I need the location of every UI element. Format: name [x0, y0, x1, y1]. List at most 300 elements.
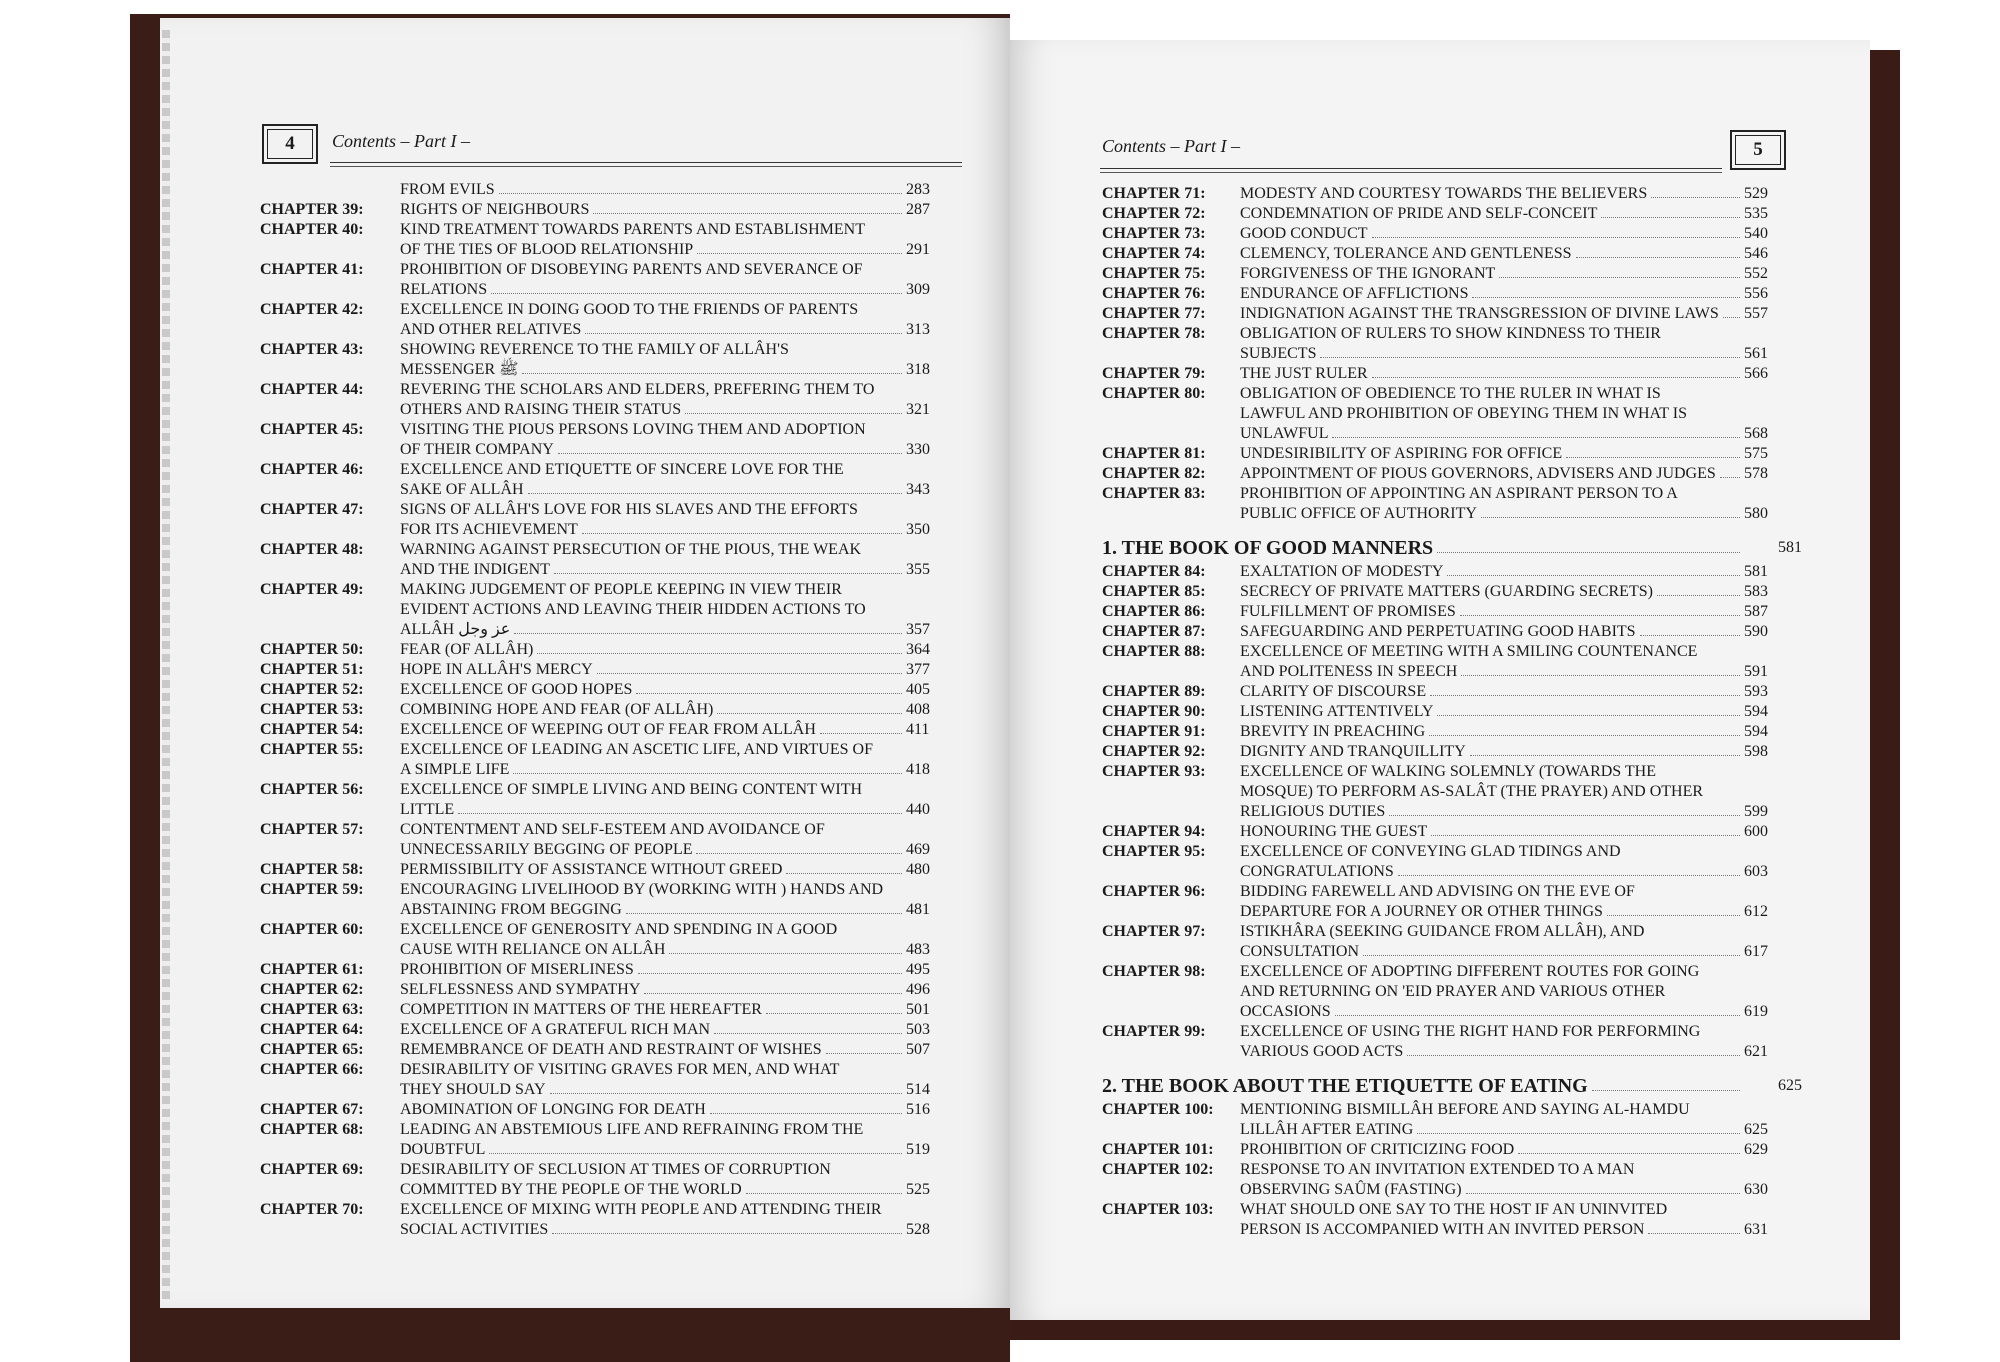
chapter-title-line: EXCELLENCE OF MIXING WITH PEOPLE AND ATTENDING THEIR — [400, 1201, 882, 1218]
page-ref-number: 617 — [1744, 943, 1768, 960]
page-ref — [906, 660, 962, 680]
page-ref-number: 291 — [906, 241, 930, 258]
dot-leader — [1320, 344, 1740, 358]
chapter-label: CHAPTER 42: — [260, 301, 364, 318]
dot-leader — [552, 1220, 902, 1234]
dot-leader — [1372, 364, 1740, 378]
chapter-title-line: SIGNS OF ALLÂH'S LOVE FOR HIS SLAVES AND THE EFFORTS — [400, 501, 858, 518]
dot-leader — [717, 700, 902, 714]
toc-entry — [260, 200, 962, 220]
toc-entry — [1102, 264, 1802, 284]
toc-entry — [1102, 224, 1802, 244]
dot-leader — [1466, 1180, 1740, 1194]
chapter-title — [1240, 444, 1744, 464]
chapter-label: CHAPTER 64: — [260, 1021, 364, 1038]
chapter-title-last-line — [400, 940, 906, 960]
chapter-title-line: THEY SHOULD SAY — [400, 1081, 546, 1098]
toc-entry — [260, 980, 962, 1000]
toc-entry — [1102, 702, 1802, 722]
chapter-title-last-line — [1240, 304, 1744, 324]
chapter-title — [1240, 1160, 1744, 1200]
chapter-title-line: EVIDENT ACTIONS AND LEAVING THEIR HIDDEN ACTIONS TO — [400, 601, 866, 618]
dot-leader — [746, 1180, 902, 1194]
chapter-title-last-line — [1240, 682, 1744, 702]
page-ref-number: 581 — [1778, 539, 1802, 556]
dot-leader — [513, 760, 902, 774]
dot-leader — [1335, 1002, 1740, 1016]
chapter-label: CHAPTER 77: — [1102, 305, 1206, 322]
chapter-title-line: MENTIONING BISMILLÂH BEFORE AND SAYING AL-HAMDU — [1240, 1101, 1690, 1118]
chapter-title-last-line — [400, 1000, 906, 1020]
page-ref — [906, 1060, 962, 1100]
chapter-label: CHAPTER 97: — [1102, 923, 1206, 940]
dot-leader — [499, 180, 902, 194]
chapter-title-line: PROHIBITION OF MISERLINESS — [400, 961, 634, 978]
chapter-title-line: ENCOURAGING LIVELIHOOD BY (WORKING WITH ) HANDS AND — [400, 881, 884, 898]
chapter-title-line: CAUSE WITH RELIANCE ON ALLÂH — [400, 941, 666, 958]
chapter-title-line: LISTENING ATTENTIVELY — [1240, 703, 1434, 720]
chapter-title-line: DIGNITY AND TRANQUILLITY — [1240, 743, 1466, 760]
chapter-title-line: SAKE OF ALLÂH — [400, 481, 524, 498]
page-ref-number: 364 — [906, 641, 930, 658]
dot-leader — [522, 360, 902, 374]
chapter-label: CHAPTER 85: — [1102, 583, 1206, 600]
toc-entry — [260, 1200, 962, 1240]
chapter-title — [1240, 582, 1744, 602]
chapter-title — [400, 640, 906, 660]
chapter-title-line: APPOINTMENT OF PIOUS GOVERNORS, ADVISERS AND JUDGES — [1240, 465, 1716, 482]
toc-entry — [1102, 184, 1802, 204]
chapter-title-last-line — [1240, 862, 1744, 882]
chapter-title-line: COMPETITION IN MATTERS OF THE HEREAFTER — [400, 1001, 762, 1018]
chapter-title-line: WHAT SHOULD ONE SAY TO THE HOST IF AN UNINVITED — [1240, 1201, 1668, 1218]
chapter-title-line: VISITING THE PIOUS PERSONS LOVING THEM AND ADOPTION — [400, 421, 866, 438]
dot-leader — [458, 800, 902, 814]
toc-entry — [260, 580, 962, 640]
dot-leader — [626, 900, 902, 914]
chapter-title — [1240, 822, 1744, 842]
chapter-title-last-line — [400, 520, 906, 540]
toc-entry — [1102, 464, 1802, 484]
chapter-title — [1240, 484, 1744, 524]
page-ref — [1744, 1100, 1802, 1140]
chapter-title — [1240, 284, 1744, 304]
page-ref — [906, 700, 962, 720]
toc-entry — [260, 700, 962, 720]
toc-entry — [260, 420, 962, 460]
chapter-title — [1240, 204, 1744, 224]
page-ref — [906, 980, 962, 1000]
page-ref-number: 546 — [1744, 245, 1768, 262]
book-title: 1. THE BOOK OF GOOD MANNERS — [1102, 537, 1434, 559]
chapter-title-last-line — [1240, 464, 1744, 484]
chapter-title — [1240, 702, 1744, 722]
chapter-title-last-line — [1240, 1220, 1744, 1240]
chapter-title-last-line — [400, 620, 906, 640]
page-ref-number: 503 — [906, 1021, 930, 1038]
page-ref-number: 631 — [1744, 1221, 1768, 1238]
page-ref-number: 580 — [1744, 505, 1768, 522]
toc-entry — [260, 780, 962, 820]
page-ref — [906, 1020, 962, 1040]
toc-entry — [260, 300, 962, 340]
page-ref-number: 600 — [1744, 823, 1768, 840]
chapter-label: CHAPTER 67: — [260, 1101, 364, 1118]
chapter-title-line: LAWFUL AND PROHIBITION OF OBEYING THEM IN WHAT IS — [1240, 405, 1688, 422]
right-page-number: 5 — [1753, 139, 1763, 160]
page-ref-number: 519 — [906, 1141, 930, 1158]
chapter-title — [400, 820, 906, 860]
toc-entry — [1102, 1140, 1802, 1160]
chapter-title-line: COMBINING HOPE AND FEAR (OF ALLÂH) — [400, 701, 714, 718]
page-ref — [1744, 1140, 1802, 1160]
chapter-title — [1240, 224, 1744, 244]
page-ref-number: 350 — [906, 521, 930, 538]
chapter-title-line: FROM EVILS — [400, 181, 495, 198]
dot-leader — [820, 720, 902, 734]
dot-leader — [1607, 902, 1740, 916]
chapter-label: CHAPTER 50: — [260, 641, 364, 658]
dot-leader — [585, 320, 902, 334]
toc-entry — [260, 660, 962, 680]
toc-entry — [260, 1020, 962, 1040]
chapter-title-line: UNLAWFUL — [1240, 425, 1329, 442]
chapter-title-line: SUBJECTS — [1240, 345, 1317, 362]
chapter-label: CHAPTER 81: — [1102, 445, 1206, 462]
toc-entry — [1102, 822, 1802, 842]
chapter-label: CHAPTER 90: — [1102, 703, 1206, 720]
chapter-title-last-line — [1240, 504, 1744, 524]
dot-leader — [1720, 464, 1740, 478]
chapter-label: CHAPTER 102: — [1102, 1161, 1214, 1178]
toc-entry — [260, 860, 962, 880]
page-ref — [906, 920, 962, 960]
page-ref — [906, 880, 962, 920]
chapter-label: CHAPTER 80: — [1102, 385, 1206, 402]
chapter-title-last-line — [400, 320, 906, 340]
page-ref-number: 283 — [906, 181, 930, 198]
chapter-title-line: LILLÂH AFTER EATING — [1240, 1121, 1414, 1138]
chapter-title-line: UNNECESSARILY BEGGING OF PEOPLE — [400, 841, 693, 858]
chapter-title-line: BIDDING FAREWELL AND ADVISING ON THE EVE OF — [1240, 883, 1635, 900]
chapter-title-last-line — [1240, 224, 1744, 244]
page-ref-number: 557 — [1744, 305, 1768, 322]
chapter-title — [400, 880, 906, 920]
chapter-title-last-line — [400, 1180, 906, 1200]
page-ref-number: 405 — [906, 681, 930, 698]
chapter-title — [400, 960, 906, 980]
toc-entry — [260, 880, 962, 920]
page-ref-number: 507 — [906, 1041, 930, 1058]
page-ref-number: 330 — [906, 441, 930, 458]
page-ref-number: 540 — [1744, 225, 1768, 242]
chapter-label: CHAPTER 93: — [1102, 763, 1206, 780]
toc-entry — [1102, 304, 1802, 324]
page-ref-number: 594 — [1744, 723, 1768, 740]
chapter-label: CHAPTER 69: — [260, 1161, 364, 1178]
page-ref-number: 587 — [1744, 603, 1768, 620]
chapter-title — [400, 580, 906, 640]
toc-entry — [1102, 364, 1802, 384]
page-ref-number: 619 — [1744, 1003, 1768, 1020]
chapter-title-line: OF THE TIES OF BLOOD RELATIONSHIP — [400, 241, 694, 258]
page-ref — [1744, 264, 1802, 284]
chapter-title — [400, 1120, 906, 1160]
chapter-title-line: SHOWING REVERENCE TO THE FAMILY OF ALLÂH'S — [400, 341, 789, 358]
chapter-label: CHAPTER 65: — [260, 1041, 364, 1058]
chapter-title-line: THE JUST RULER — [1240, 365, 1368, 382]
chapter-title-last-line — [400, 1100, 906, 1120]
toc-entry — [260, 260, 962, 300]
right-page-number-box — [1730, 130, 1786, 170]
page-ref-number: 357 — [906, 621, 930, 638]
page-ref — [906, 1100, 962, 1120]
chapter-title-line: CLEMENCY, TOLERANCE AND GENTLENESS — [1240, 245, 1572, 262]
page-ref-number: 603 — [1744, 863, 1768, 880]
chapter-title-last-line — [1240, 622, 1744, 642]
dot-leader — [1437, 536, 1740, 553]
chapter-title-last-line — [400, 840, 906, 860]
page-ref-number: 469 — [906, 841, 930, 858]
page-ref-number: 321 — [906, 401, 930, 418]
chapter-title-line: EXCELLENCE OF USING THE RIGHT HAND FOR PERFORMING — [1240, 1023, 1701, 1040]
chapter-title — [1240, 642, 1744, 682]
page-ref — [906, 580, 962, 640]
page-ref — [1744, 742, 1802, 762]
toc-entry — [1102, 582, 1802, 602]
dot-leader — [1601, 204, 1740, 218]
dot-leader — [697, 240, 902, 254]
chapter-title-line: EXCELLENCE OF WEEPING OUT OF FEAR FROM ALLÂH — [400, 721, 816, 738]
chapter-label: CHAPTER 88: — [1102, 643, 1206, 660]
binding-stitching — [162, 30, 170, 1300]
page-ref — [906, 220, 962, 260]
chapter-title — [1240, 882, 1744, 922]
page-ref — [906, 680, 962, 700]
chapter-title-last-line — [1240, 562, 1744, 582]
toc-entry — [1102, 1160, 1802, 1200]
left-contents-list — [260, 180, 962, 1240]
chapter-title-last-line — [400, 1040, 906, 1060]
chapter-title — [400, 700, 906, 720]
dot-leader — [1470, 742, 1740, 756]
dot-leader — [1640, 622, 1740, 636]
chapter-label: CHAPTER 79: — [1102, 365, 1206, 382]
page-ref — [1744, 464, 1802, 484]
chapter-label: CHAPTER 72: — [1102, 205, 1206, 222]
toc-entry — [260, 960, 962, 980]
chapter-title — [1240, 742, 1744, 762]
chapter-title-line: MODESTY AND COURTESY TOWARDS THE BELIEVERS — [1240, 185, 1648, 202]
page-ref-number: 625 — [1744, 1121, 1768, 1138]
chapter-title-line: FULFILLMENT OF PROMISES — [1240, 603, 1456, 620]
toc-entry — [260, 820, 962, 860]
chapter-title-last-line — [1240, 1042, 1744, 1062]
dot-leader — [1460, 602, 1740, 616]
chapter-title-line: KIND TREATMENT TOWARDS PARENTS AND ESTABLISHMENT — [400, 221, 865, 238]
dot-leader — [550, 1080, 903, 1094]
chapter-title — [1240, 922, 1744, 962]
chapter-title — [1240, 264, 1744, 284]
dot-leader — [593, 200, 902, 214]
page-ref — [906, 380, 962, 420]
chapter-title-last-line — [400, 1220, 906, 1240]
chapter-title-line: OBLIGATION OF RULERS TO SHOW KINDNESS TO THEIR — [1240, 325, 1661, 342]
chapter-title-last-line — [1240, 444, 1744, 464]
toc-entry — [260, 1040, 962, 1060]
dot-leader — [638, 960, 902, 974]
chapter-label: CHAPTER 43: — [260, 341, 364, 358]
chapter-title-line: EXCELLENCE OF ADOPTING DIFFERENT ROUTES FOR GOING — [1240, 963, 1700, 980]
toc-entry — [260, 500, 962, 540]
page-ref-number: 535 — [1744, 205, 1768, 222]
chapter-title-last-line — [1240, 424, 1744, 444]
chapter-title-last-line — [1240, 1180, 1744, 1200]
chapter-title-line: DOUBTFUL — [400, 1141, 486, 1158]
chapter-label: CHAPTER 84: — [1102, 563, 1206, 580]
chapter-title — [1240, 184, 1744, 204]
page-ref — [906, 340, 962, 380]
toc-entry — [260, 1100, 962, 1120]
dot-leader — [685, 400, 902, 414]
page-ref — [906, 460, 962, 500]
page-ref-number: 440 — [906, 801, 930, 818]
page-ref-number: 629 — [1744, 1141, 1768, 1158]
chapter-label: CHAPTER 58: — [260, 861, 364, 878]
dot-leader — [1566, 444, 1740, 458]
chapter-title-line: WARNING AGAINST PERSECUTION OF THE PIOUS, THE WEAK — [400, 541, 862, 558]
chapter-title-line: HOPE IN ALLÂH'S MERCY — [400, 661, 593, 678]
chapter-title-line: EXCELLENCE AND ETIQUETTE OF SINCERE LOVE FOR THE — [400, 461, 844, 478]
chapter-title-last-line — [400, 560, 906, 580]
chapter-title-line: EXCELLENCE OF GOOD HOPES — [400, 681, 633, 698]
dot-leader — [1398, 862, 1740, 876]
chapter-title — [1240, 622, 1744, 642]
page-ref-number: 480 — [906, 861, 930, 878]
chapter-title-line: DESIRABILITY OF SECLUSION AT TIMES OF CORRUPTION — [400, 1161, 831, 1178]
chapter-title — [400, 180, 906, 200]
chapter-title — [400, 1200, 906, 1240]
toc-entry — [1102, 384, 1802, 444]
chapter-label: CHAPTER 51: — [260, 661, 364, 678]
page-ref — [1744, 244, 1802, 264]
page-ref-number: 525 — [906, 1181, 930, 1198]
chapter-title-line: BREVITY IN PREACHING — [1240, 723, 1426, 740]
page-ref — [906, 500, 962, 540]
chapter-title — [400, 980, 906, 1000]
page-ref-number: 594 — [1744, 703, 1768, 720]
dot-leader — [1461, 662, 1740, 676]
dot-leader — [1648, 1220, 1740, 1234]
chapter-title-line: REMEMBRANCE OF DEATH AND RESTRAINT OF WISHES — [400, 1041, 822, 1058]
chapter-title-line: SELFLESSNESS AND SYMPATHY — [400, 981, 641, 998]
dot-leader — [1429, 722, 1740, 736]
chapter-title-last-line — [400, 980, 906, 1000]
chapter-title-line: EXCELLENCE OF GENEROSITY AND SPENDING IN A GOOD — [400, 921, 838, 938]
page-ref — [1744, 882, 1802, 922]
chapter-title — [400, 220, 906, 260]
chapter-title-last-line — [1240, 662, 1744, 682]
chapter-title — [1240, 244, 1744, 264]
chapter-title-last-line — [400, 240, 906, 260]
page-ref-number: 625 — [1778, 1077, 1802, 1094]
chapter-title — [400, 340, 906, 380]
page-ref-number: 377 — [906, 661, 930, 678]
page-ref-number: 514 — [906, 1081, 930, 1098]
page-ref-number: 599 — [1744, 803, 1768, 820]
dot-leader — [714, 1020, 902, 1034]
chapter-title-last-line — [1240, 184, 1744, 204]
chapter-title-line: CONGRATULATIONS — [1240, 863, 1394, 880]
toc-entry — [1102, 962, 1802, 1022]
page-ref — [1744, 622, 1802, 642]
page-ref-number: 593 — [1744, 683, 1768, 700]
chapter-title-last-line — [1240, 344, 1744, 364]
chapter-title-last-line — [400, 440, 906, 460]
chapter-title-last-line — [400, 640, 906, 660]
chapter-title-line: GOOD CONDUCT — [1240, 225, 1368, 242]
page-ref — [906, 420, 962, 460]
chapter-title-last-line — [1240, 822, 1744, 842]
page-ref — [906, 180, 962, 200]
dot-leader — [1657, 582, 1740, 596]
chapter-title-line: EXCELLENCE OF WALKING SOLEMNLY (TOWARDS THE — [1240, 763, 1657, 780]
chapter-title-line: COMMITTED BY THE PEOPLE OF THE WORLD — [400, 1181, 742, 1198]
chapter-title — [400, 740, 906, 780]
chapter-label: CHAPTER 74: — [1102, 245, 1206, 262]
chapter-title-last-line — [400, 360, 906, 380]
chapter-title-line: LITTLE — [400, 801, 455, 818]
toc-entry — [1102, 882, 1802, 922]
chapter-title — [400, 1160, 906, 1200]
toc-entry — [1102, 204, 1802, 224]
page-ref — [1744, 224, 1802, 244]
chapter-title-last-line — [400, 200, 906, 220]
chapter-label: CHAPTER 53: — [260, 701, 364, 718]
chapter-title — [1240, 364, 1744, 384]
chapter-label: CHAPTER 48: — [260, 541, 364, 558]
chapter-title-line: RELATIONS — [400, 281, 488, 298]
toc-entry — [1102, 562, 1802, 582]
dot-leader — [644, 980, 902, 994]
chapter-label: CHAPTER 40: — [260, 221, 364, 238]
chapter-title-line: ISTIKHÂRA (SEEKING GUIDANCE FROM ALLÂH), AND — [1240, 923, 1645, 940]
page-ref — [906, 1200, 962, 1240]
page-ref-number: 418 — [906, 761, 930, 778]
toc-entry — [260, 460, 962, 500]
dot-leader — [597, 660, 902, 674]
toc-entry — [1102, 682, 1802, 702]
chapter-label: CHAPTER 41: — [260, 261, 364, 278]
toc-entry — [1102, 484, 1802, 524]
chapter-title-last-line — [1240, 1140, 1744, 1160]
page-ref-number: 495 — [906, 961, 930, 978]
page-ref — [906, 820, 962, 860]
chapter-label: CHAPTER 52: — [260, 681, 364, 698]
page-ref — [906, 1040, 962, 1060]
chapter-title-last-line — [400, 900, 906, 920]
page-ref-number: 556 — [1744, 285, 1768, 302]
chapter-label: CHAPTER 66: — [260, 1061, 364, 1078]
page-ref-number: 528 — [906, 1221, 930, 1238]
chapter-title — [1240, 384, 1744, 444]
chapter-title-line: DEPARTURE FOR A JOURNEY OR OTHER THINGS — [1240, 903, 1603, 920]
chapter-title-line: PROHIBITION OF DISOBEYING PARENTS AND SEVERANCE OF — [400, 261, 863, 278]
chapter-title-last-line — [400, 180, 906, 200]
chapter-label: CHAPTER 68: — [260, 1121, 364, 1138]
chapter-label: CHAPTER 73: — [1102, 225, 1206, 242]
dot-leader — [514, 620, 902, 634]
